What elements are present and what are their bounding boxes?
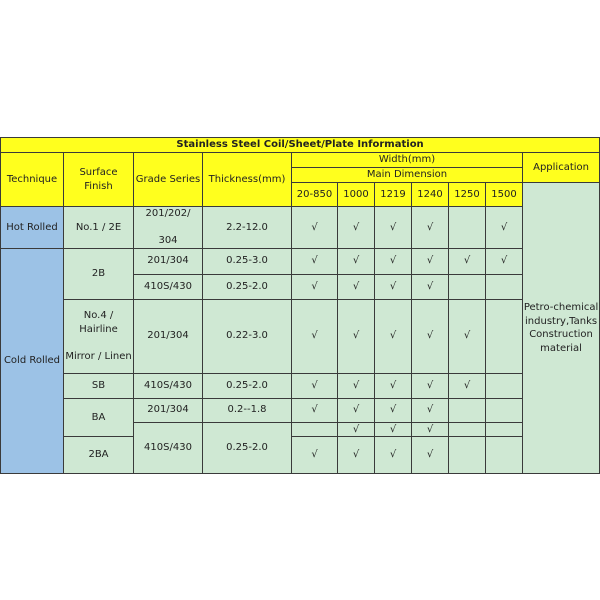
finish-line: Mirror / Linen: [65, 350, 132, 362]
check-mark: √: [292, 299, 338, 373]
check-mark: [449, 422, 486, 437]
check-mark: [449, 437, 486, 474]
header-technique: Technique: [1, 153, 64, 207]
check-mark: [486, 398, 523, 422]
technique-cold-rolled: Cold Rolled: [1, 248, 64, 474]
header-thickness: Thickness(mm): [203, 153, 292, 207]
check-mark: [449, 274, 486, 299]
check-mark: √: [375, 274, 412, 299]
table-row: [1, 248, 600, 274]
header-width-col: 1219: [375, 183, 412, 207]
header-surface-finish: Surface Finish: [64, 153, 134, 207]
header-width-col: 1240: [412, 183, 449, 207]
steel-info-table: [0, 137, 600, 474]
check-mark: √: [412, 274, 449, 299]
check-mark: √: [375, 299, 412, 373]
table-row: [1, 207, 600, 249]
table-title: Stainless Steel Coil/Sheet/Plate Information: [1, 138, 600, 153]
check-mark: √: [338, 299, 375, 373]
header-application: Application: [523, 153, 600, 183]
header-width-col: 1500: [486, 183, 523, 207]
header-width-col: 1250: [449, 183, 486, 207]
check-mark: √: [292, 437, 338, 474]
technique-hot-rolled: Hot Rolled: [1, 207, 64, 249]
check-mark: √: [412, 248, 449, 274]
check-mark: √: [412, 207, 449, 249]
check-mark: √: [338, 373, 375, 398]
check-mark: √: [375, 437, 412, 474]
check-mark: [486, 299, 523, 373]
surface-finish-cell: BA: [64, 398, 134, 437]
thickness-cell: 0.25-2.0: [203, 422, 292, 474]
grade-cell: [134, 207, 203, 249]
grade-cell: 201/304: [134, 248, 203, 274]
check-mark: √: [486, 207, 523, 249]
header-width-col: 20-850: [292, 183, 338, 207]
check-mark: √: [449, 299, 486, 373]
thickness-cell: 0.22-3.0: [203, 299, 292, 373]
surface-finish-cell: No.1 / 2E: [64, 207, 134, 249]
grade-cell: 410S/430: [134, 274, 203, 299]
finish-line: No.4 / Hairline: [79, 310, 118, 335]
check-mark: √: [292, 398, 338, 422]
surface-finish-cell: 2B: [64, 248, 134, 299]
check-mark: √: [375, 248, 412, 274]
table-row: [1, 398, 600, 422]
table-row: [1, 373, 600, 398]
check-mark: √: [449, 373, 486, 398]
thickness-cell: 0.25-2.0: [203, 274, 292, 299]
check-mark: √: [412, 422, 449, 437]
application-cell: Petro-chemical industry,Tanks Construction material: [523, 183, 600, 474]
check-mark: √: [338, 207, 375, 249]
check-mark: √: [412, 398, 449, 422]
check-mark: √: [338, 437, 375, 474]
surface-finish-cell: 2BA: [64, 437, 134, 474]
check-mark: √: [292, 274, 338, 299]
grade-line: 201/202/: [145, 208, 191, 219]
check-mark: [486, 422, 523, 437]
check-mark: √: [375, 207, 412, 249]
check-mark: [449, 398, 486, 422]
grade-cell: 201/304: [134, 299, 203, 373]
surface-finish-cell: [64, 299, 134, 373]
check-mark: √: [292, 248, 338, 274]
check-mark: √: [412, 437, 449, 474]
check-mark: √: [292, 373, 338, 398]
check-mark: √: [292, 207, 338, 249]
thickness-cell: 0.25-3.0: [203, 248, 292, 274]
check-mark: [449, 207, 486, 249]
table-row: [1, 299, 600, 373]
check-mark: √: [486, 248, 523, 274]
check-mark: [486, 373, 523, 398]
header-width-col: 1000: [338, 183, 375, 207]
check-mark: √: [338, 248, 375, 274]
table-row: [1, 437, 600, 474]
thickness-cell: 0.2--1.8: [203, 398, 292, 422]
thickness-cell: 0.25-2.0: [203, 373, 292, 398]
grade-cell: 201/304: [134, 398, 203, 422]
grade-cell: 410S/430: [134, 422, 203, 474]
grade-line: 304: [158, 235, 178, 246]
check-mark: √: [338, 398, 375, 422]
check-mark: √: [375, 373, 412, 398]
header-grade-series: Grade Series: [134, 153, 203, 207]
check-mark: √: [338, 274, 375, 299]
check-mark: √: [412, 299, 449, 373]
check-mark: √: [449, 248, 486, 274]
check-mark: √: [375, 398, 412, 422]
check-mark: √: [338, 422, 375, 437]
header-main-dimension: Main Dimension: [292, 168, 523, 183]
check-mark: [292, 422, 338, 437]
thickness-cell: 2.2-12.0: [203, 207, 292, 249]
header-width: Width(mm): [292, 153, 523, 168]
check-mark: √: [375, 422, 412, 437]
check-mark: [486, 437, 523, 474]
grade-cell: 410S/430: [134, 373, 203, 398]
check-mark: √: [412, 373, 449, 398]
check-mark: [486, 274, 523, 299]
surface-finish-cell: SB: [64, 373, 134, 398]
